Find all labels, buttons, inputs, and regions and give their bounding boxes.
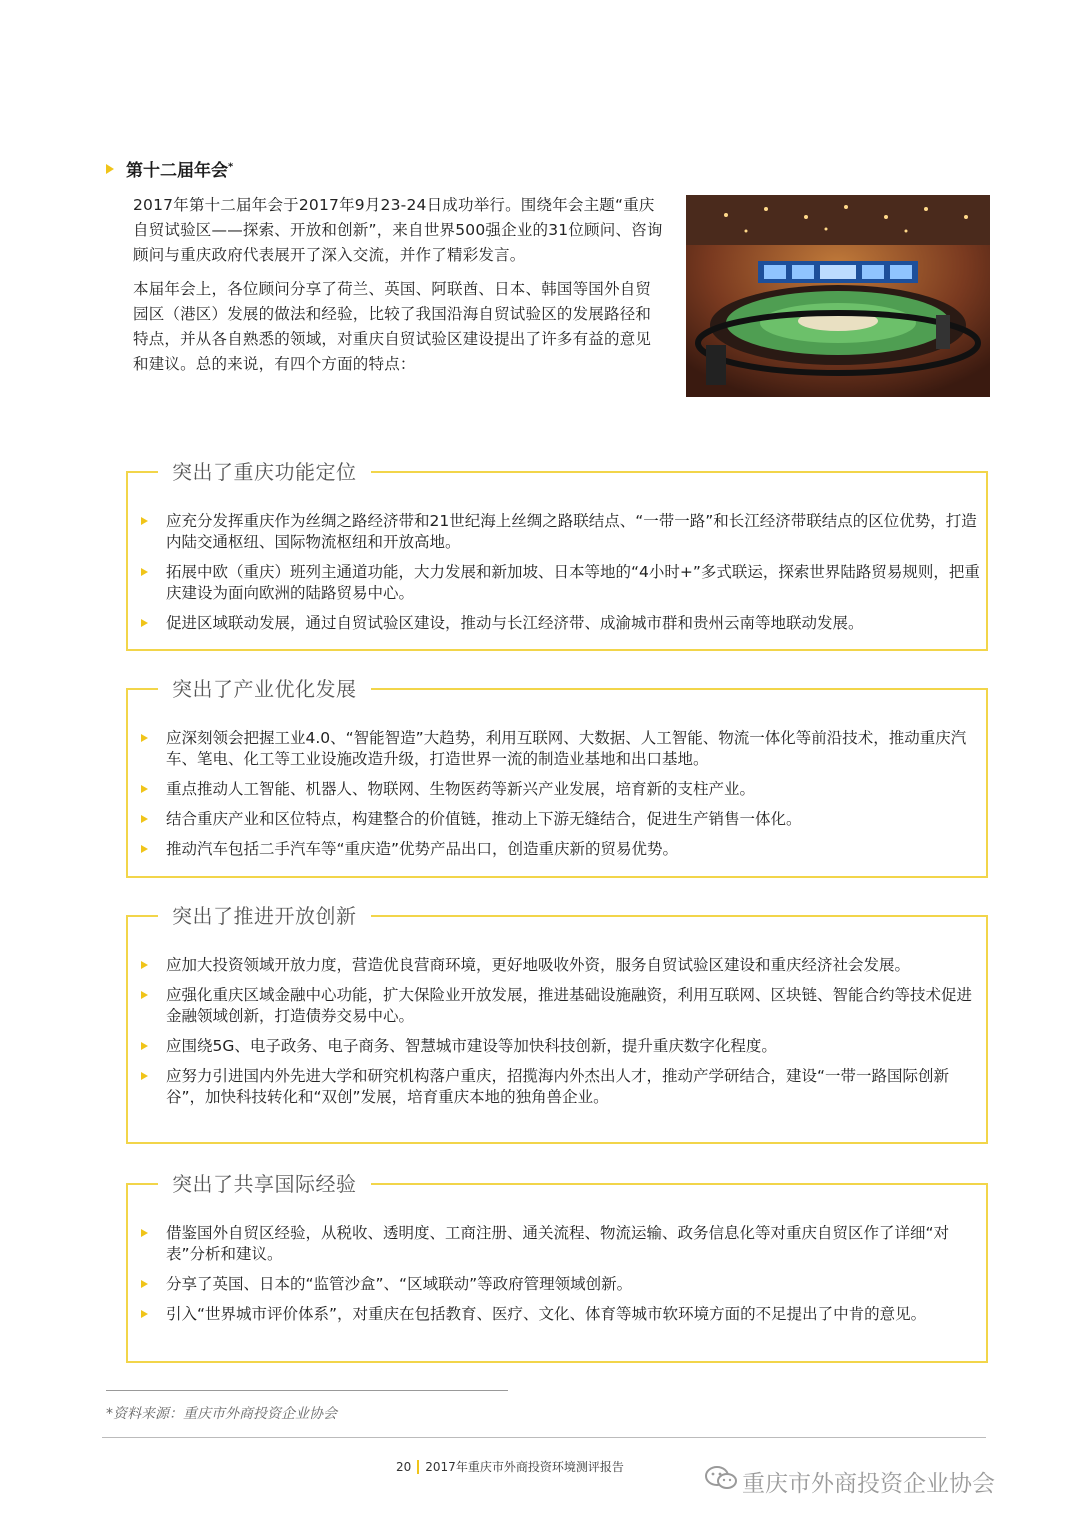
list-item: 结合重庆产业和区位特点，构建整合的价值链，推动上下游无缝结合，促进生产销售一体化。 [128,809,986,830]
feature-box-chongqing-positioning [126,460,988,651]
list-item: 应充分发挥重庆作为丝绸之路经济带和21世纪海上丝绸之路联结点、“一带一路”和长江经济带联结点的区位优势，打造内陆交通枢纽、国际物流枢纽和开放高地。 [128,511,986,553]
triangle-bullet-icon [141,568,148,576]
triangle-bullet-icon [141,991,148,999]
list-item: 推动汽车包括二手汽车等“重庆造”优势产品出口，创造重庆新的贸易优势。 [128,839,986,860]
list-item: 应强化重庆区域金融中心功能，扩大保险业开放发展，推进基础设施融资，利用互联网、区块链、智能合约等技术促进金融领域创新，打造债券交易中心。 [128,985,986,1027]
section-header [106,156,233,181]
report-title: 2017年重庆市外商投资环境测评报告 [425,1460,624,1474]
list-item: 引入“世界城市评价体系”，对重庆在包括教育、医疗、文化、体育等城市软环境方面的不足提出了中肯的意见。 [128,1304,986,1325]
triangle-bullet-icon [141,1042,148,1050]
feature-box-industry-optimization [126,677,988,878]
triangle-bullet-icon [141,961,148,969]
triangle-bullet-icon [141,1229,148,1237]
list-item: 拓展中欧（重庆）班列主通道功能，大力发展和新加坡、日本等地的“4小时+”多式联运，探索世界陆路贸易规则，把重庆建设为面向欧洲的陆路贸易中心。 [128,562,986,604]
triangle-bullet-icon [141,1280,148,1288]
wechat-watermark [704,1464,995,1498]
triangle-bullet-icon [106,164,114,174]
triangle-bullet-icon [141,619,148,627]
list-item: 应深刻领会把握工业4.0、“智能智造”大趋势，利用互联网、大数据、人工智能、物流一体化等前沿技术，推动重庆汽车、笔电、化工等工业设施改造升级，打造世界一流的制造业基地和出口基地。 [128,728,986,770]
list-item: 分享了英国、日本的“监管沙盒”、“区域联动”等政府管理领域创新。 [128,1274,986,1295]
source-note: *资料来源：重庆市外商投资企业协会 [106,1406,337,1422]
triangle-bullet-icon [141,845,148,853]
wechat-icon [704,1464,738,1498]
box-title: 突出了共享国际经验 [158,1169,371,1199]
watermark-text: 重庆市外商投资企业协会 [742,1470,995,1497]
triangle-bullet-icon [141,1072,148,1080]
intro-text [133,193,663,386]
list-item: 促进区域联动发展，通过自贸试验区建设，推动与长江经济带、成渝城市群和贵州云南等地联动发展。 [128,613,986,634]
section-title: 第十二届年会* [126,161,234,181]
triangle-bullet-icon [141,785,148,793]
intro-paragraph-1: 2017年第十二届年会于2017年9月23-24日成功举行。围绕年会主题“重庆自贸试验区——探索、开放和创新”，来自世界500强企业的31位顾问、咨询顾问与重庆政府代表展开了深入交流，并作了精彩发言。 [133,196,663,264]
feature-box-open-innovation [126,904,988,1144]
triangle-bullet-icon [141,734,148,742]
box-title: 突出了重庆功能定位 [158,457,371,487]
list-item: 应围绕5G、电子政务、电子商务、智慧城市建设等加快科技创新，提升重庆数字化程度。 [128,1036,986,1057]
feature-box-international-experience [126,1172,988,1363]
page-footer [396,1458,624,1475]
list-item: 借鉴国外自贸区经验，从税收、透明度、工商注册、通关流程、物流运输、政务信息化等对重庆自贸区作了详细“对表”分析和建议。 [128,1223,986,1265]
footer-separator [417,1460,419,1474]
conference-photo [686,195,990,397]
box-title: 突出了产业优化发展 [158,674,371,704]
intro-paragraph-2: 本届年会上，各位顾问分享了荷兰、英国、阿联酋、日本、韩国等国外自贸园区（港区）发展的做法和经验，比较了我国沿海自贸试验区的发展路径和特点，并从各自熟悉的领域，对重庆自贸试验区建设提出了许多有益的意见和建议。总的来说，有四个方面的特点： [133,280,652,373]
footnote-divider [106,1390,508,1391]
triangle-bullet-icon [141,517,148,525]
triangle-bullet-icon [141,815,148,823]
triangle-bullet-icon [141,1310,148,1318]
list-item: 重点推动人工智能、机器人、物联网、生物医药等新兴产业发展，培育新的支柱产业。 [128,779,986,800]
page-number: 20 [396,1459,412,1474]
list-item: 应努力引进国内外先进大学和研究机构落户重庆，招揽海内外杰出人才，推动产学研结合，建设“一带一路国际创新谷”，加快科技转化和“双创”发展，培育重庆本地的独角兽企业。 [128,1066,986,1108]
box-title: 突出了推进开放创新 [158,901,371,931]
footer-divider [102,1437,986,1438]
list-item: 应加大投资领域开放力度，营造优良营商环境，更好地吸收外资，服务自贸试验区建设和重庆经济社会发展。 [128,955,986,976]
